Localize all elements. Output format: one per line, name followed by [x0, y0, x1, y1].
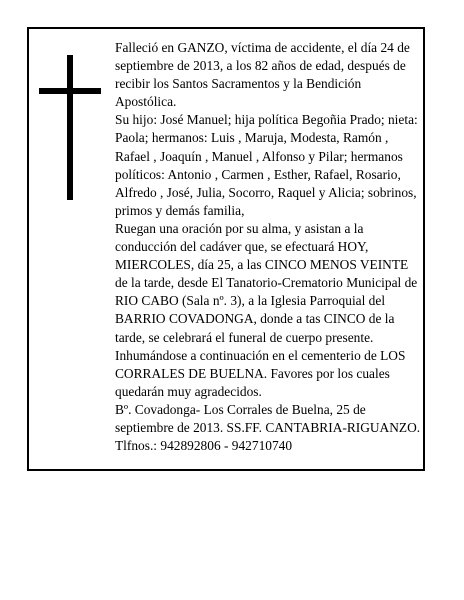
obituary-text — [115, 39, 421, 455]
death-announcement: Falleció en GANZO, víctima de accidente, el día 24 de septiembre de 2013, a los 82 años de edad, después de recibir los Santos Sacramentos y la Bendición Apostólica. — [115, 40, 410, 110]
family-list: Su hijo: José Manuel; hija política Begoñia Prado; nieta: Paola; hermanos: Luis , Maruja, Modesta, Ramón , Rafael , Joaquín , Manuel , Alfonso y Pilar; hermanos políticos: Antonio , Carmen , Esther, Rafael, Rosario, Alfredo , José, Julia, Socorro, Raquel y Alicia; sobrinos, primos y demás familia, — [115, 112, 418, 218]
funeral-details: Ruegan una oración por su alma, y asistan a la conducción del cadáver que, se efectuará HOY, MIERCOLES, día 25, a las CINCO MENOS VEINTE de la tarde, desde El Tanatorio-Crematorio Municipal de RIO CABO (Sala nº. 3), a la Iglesia Parroquial del BARRIO COVADONGA, donde a tas CINCO de la tarde, se celebrará el funeral de cuerpo presente. — [115, 220, 418, 345]
obituary-notice — [27, 27, 425, 471]
cross-vertical-bar — [67, 55, 73, 200]
location-date-contact: Bº. Covadonga- Los Corrales de Buelna, 25 de septiembre de 2013. SS.FF. CANTABRIA-RIGUANZO. Tlfnos.: 942892806 - 942710740 — [115, 401, 421, 454]
cross-horizontal-bar — [39, 88, 101, 94]
burial-details: Inhumándose a continuación en el cementerio de LOS CORRALES DE BUELNA. Favores por los cuales quedarán muy agradecidos. — [115, 347, 406, 399]
cross-icon — [39, 55, 101, 200]
